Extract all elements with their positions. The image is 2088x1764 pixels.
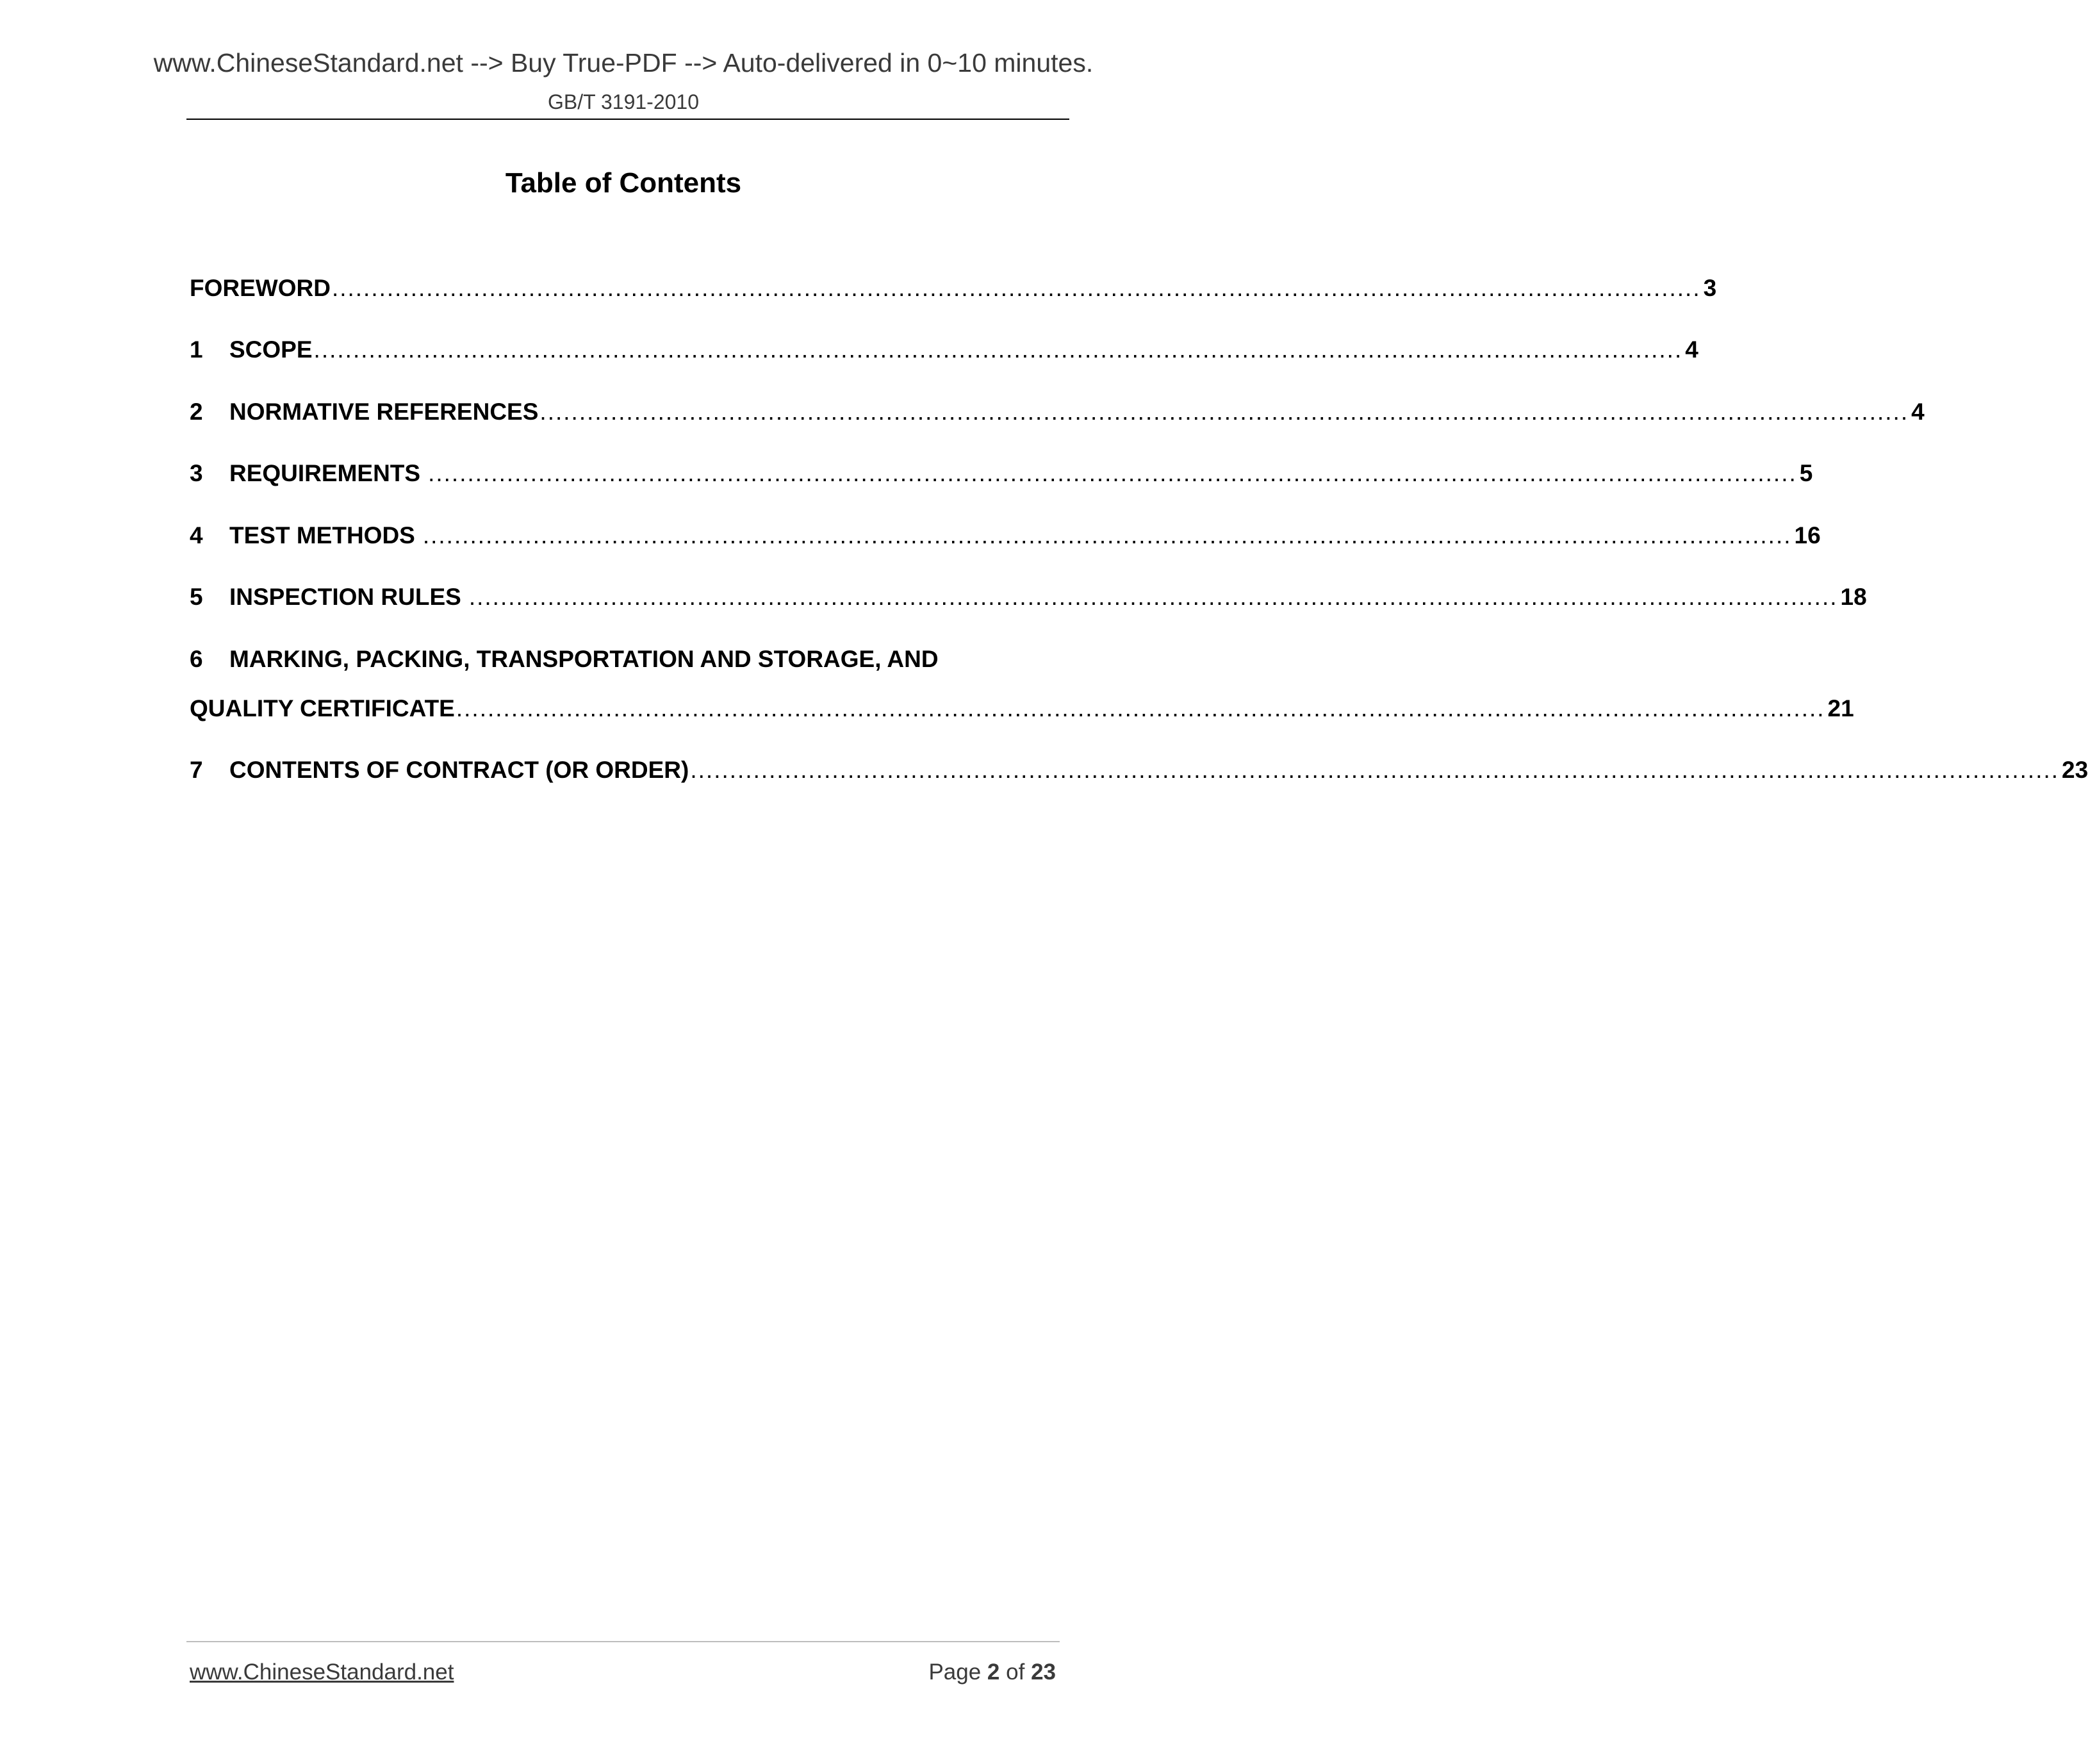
toc-entry-number: 2: [190, 399, 203, 425]
standard-number: GB/T 3191-2010: [547, 90, 699, 113]
toc-entry-page: 23: [2062, 757, 2088, 783]
toc-entry-foreword[interactable]: [190, 275, 1717, 301]
dot-leader: ..............................................................................................................................................................................: [313, 336, 1683, 363]
toc-entry-page: 5: [1799, 460, 1813, 486]
toc-entry-title: NORMATIVE REFERENCES: [229, 399, 539, 425]
toc-entry-title-continued: QUALITY CERTIFICATE: [190, 695, 455, 721]
toc-entry-inspection-rules[interactable]: [190, 584, 1867, 610]
toc-entry-test-methods[interactable]: [190, 522, 1821, 548]
dot-leader: ..............................................................................................................................................................................: [690, 757, 2060, 783]
toc-entry-quality-certificate[interactable]: [190, 695, 1854, 721]
dot-leader: ..............................................................................................................................................................................: [331, 275, 1701, 301]
dot-leader: ..............................................................................................................................................................................: [468, 584, 1838, 610]
toc-entry-number: 4: [190, 522, 203, 548]
page-total: 23: [1031, 1660, 1056, 1685]
toc-entry-page: 3: [1703, 275, 1717, 301]
dot-leader: ..............................................................................................................................................................................: [539, 399, 1909, 425]
toc-entry-title: TEST METHODS: [229, 522, 415, 548]
toc-entry-title: SCOPE: [229, 336, 313, 363]
toc-entry-marking-packing[interactable]: [190, 647, 939, 671]
dot-leader: ..............................................................................................................................................................................: [422, 522, 1792, 548]
page-current: 2: [987, 1660, 1000, 1685]
header-divider: [186, 119, 1069, 120]
page-prefix: Page: [928, 1660, 982, 1685]
toc-entry-number: 5: [190, 584, 203, 610]
toc-entry-title: MARKING, PACKING, TRANSPORTATION AND STORAGE, AND: [229, 646, 939, 672]
dot-leader: ..............................................................................................................................................................................: [456, 695, 1825, 721]
footer-page-number: [928, 1661, 1056, 1683]
toc-entry-scope[interactable]: [190, 336, 1698, 363]
toc-entry-number: 3: [190, 460, 203, 486]
footer-site-link[interactable]: www.ChineseStandard.net: [190, 1660, 454, 1685]
header-banner: www.ChineseStandard.net --> Buy True-PDF --> Auto-delivered in 0~10 minutes.: [153, 48, 1094, 78]
toc-entry-number: 6: [190, 646, 203, 672]
toc-title: Table of Contents: [505, 167, 742, 199]
toc-entry-normative-references[interactable]: [190, 399, 1925, 425]
page-of: of: [1006, 1660, 1025, 1685]
toc-entry-title: FOREWORD: [190, 275, 331, 301]
toc-entry-page: 21: [1827, 695, 1854, 721]
toc-entry-requirements[interactable]: [190, 460, 1813, 486]
footer-divider: [186, 1641, 1060, 1642]
toc-entry-page: 4: [1911, 399, 1925, 425]
toc-entry-title: CONTENTS OF CONTRACT (OR ORDER): [229, 757, 689, 783]
toc-entry-number: 7: [190, 757, 203, 783]
toc-entry-page: 4: [1685, 336, 1698, 363]
toc-entry-contents-of-contract[interactable]: [190, 757, 2088, 783]
toc-entry-number: 1: [190, 336, 203, 363]
toc-entry-title: REQUIREMENTS: [229, 460, 421, 486]
dot-leader: ..............................................................................................................................................................................: [428, 460, 1797, 486]
toc-entry-page: 18: [1840, 584, 1867, 610]
toc-entry-page: 16: [1794, 522, 1821, 548]
toc-entry-title: INSPECTION RULES: [229, 584, 461, 610]
